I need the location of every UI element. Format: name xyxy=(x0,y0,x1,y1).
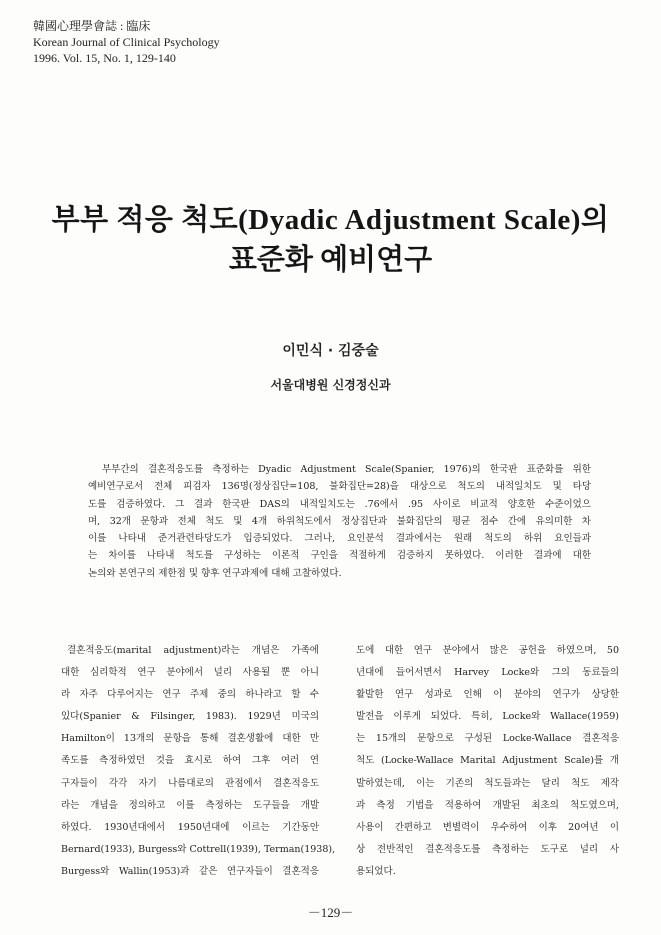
page-number: －129－ xyxy=(307,905,354,920)
title-line-2: 표준화 예비연구 xyxy=(228,244,433,276)
body-line: 발하였는데, 이는 기존의 척도들과는 달리 척도 제작 xyxy=(356,777,619,789)
body-line: 족도를 측정하였던 것을 효시로 하여 그후 여러 연 xyxy=(61,755,319,767)
body-line: 구자들이 각각 자기 나름대로의 관점에서 결혼적응도 xyxy=(61,777,319,789)
journal-name-cjk: 韓國心理學會誌 : 臨床 xyxy=(33,19,151,33)
body-line: 발전을 이루게 되었다. 특히, Locke와 Wallace(1959) xyxy=(356,711,619,723)
journal-citation: 1996. Vol. 15, No. 1, 129-140 xyxy=(33,51,176,65)
body-line: 는 15개의 문항으로 구성된 Locke-Wallace 결혼적응 xyxy=(356,733,619,745)
body-line: Bernard(1933), Burgess와 Cottrell(1939), Terman(1938), xyxy=(61,843,336,855)
abstract-line: 는 차이를 나타내 척도를 구성하는 이론적 구인을 적절하게 검증하지 못하였다. 이러한 결과에 대한 xyxy=(88,550,591,562)
body-line: 있다(Spanier & Filsinger, 1983). 1929년 미국의 xyxy=(61,711,319,723)
journal-header xyxy=(33,18,220,66)
body-line: 사용이 간편하고 변별력이 우수하여 이후 20여년 이 xyxy=(356,821,619,833)
abstract-line: 예비연구로서 전체 피검자 136명(정상집단=108, 불화집단=28)을 대상으로 척도의 내적일치도 및 타당 xyxy=(88,481,591,493)
abstract-line: 부부간의 결혼적응도를 측정하는 Dyadic Adjustment Scale(Spanier, 1976)의 한국판 표준화를 위한 xyxy=(102,464,591,475)
abstract-line: 도를 검증하였다. 그 결과 한국판 DAS의 내적일치도는 .76에서 .95 사이로 비교적 양호한 수준이었으 xyxy=(88,498,591,510)
body-column-left xyxy=(61,640,336,883)
abstract-line: 논의와 본연구의 제한점 및 향후 연구과제에 대해 고찰하였다. xyxy=(88,567,342,579)
body-line: 과 측정 기법을 적용하여 개발된 최초의 척도였으며, xyxy=(356,799,619,811)
body-line: 상 전반적인 결혼적응도를 측정하는 도구로 널리 사 xyxy=(356,843,619,855)
body-line: 년대에 들어서면서 Harvey Locke와 그의 동료들의 xyxy=(356,667,619,679)
affiliation: 서울대병원 신경정신과 xyxy=(270,378,391,392)
body-line: 용되었다. xyxy=(356,865,396,877)
body-line: 라 자주 다루어지는 연구 주제 중의 하나라고 할 수 xyxy=(61,689,319,701)
body-line: Hamilton이 13개의 문항을 통해 결혼생활에 대한 만 xyxy=(61,733,319,745)
abstract xyxy=(88,461,591,582)
paper-title xyxy=(40,202,621,278)
body-line: 결혼적응도(marital adjustment)라는 개념은 가족에 xyxy=(67,645,319,656)
body-column-right xyxy=(356,640,619,883)
authors: 이민식 · 김중술 xyxy=(282,343,379,359)
body-line: 대한 심리학적 연구 분야에서 널리 사용될 뿐 아니 xyxy=(61,667,319,679)
body-line: Burgess와 Wallin(1953)과 같은 연구자들이 결혼적응 xyxy=(61,865,319,877)
body-line: 도에 대한 연구 분야에서 많은 공헌을 하였으며, 50 xyxy=(356,645,619,656)
journal-name-en: Korean Journal of Clinical Psychology xyxy=(33,35,220,49)
abstract-line: 며, 32개 문항과 전체 척도 및 4개 하위척도에서 정상집단과 불화집단의 평균 점수 간에 유의미한 차 xyxy=(88,515,591,527)
body-line: 라는 개념을 정의하고 이를 측정하는 도구들을 개발 xyxy=(61,799,319,811)
body-line: 활발한 연구 성과로 인해 이 분야의 연구가 상당한 xyxy=(356,689,619,701)
title-line-1: 부부 적응 척도(Dyadic Adjustment Scale)의 xyxy=(51,204,610,236)
body-line: 척도 (Locke-Wallace Marital Adjustment Scale)를 개 xyxy=(356,755,619,767)
abstract-line: 이를 나타내 준거관련타당도가 입증되었다. 그러나, 요인분석 결과에서는 원래 척도의 하위 요인들과 xyxy=(88,533,591,545)
body-line: 하였다. 1930년대에서 1950년대에 이르는 기간동안 xyxy=(61,821,319,833)
